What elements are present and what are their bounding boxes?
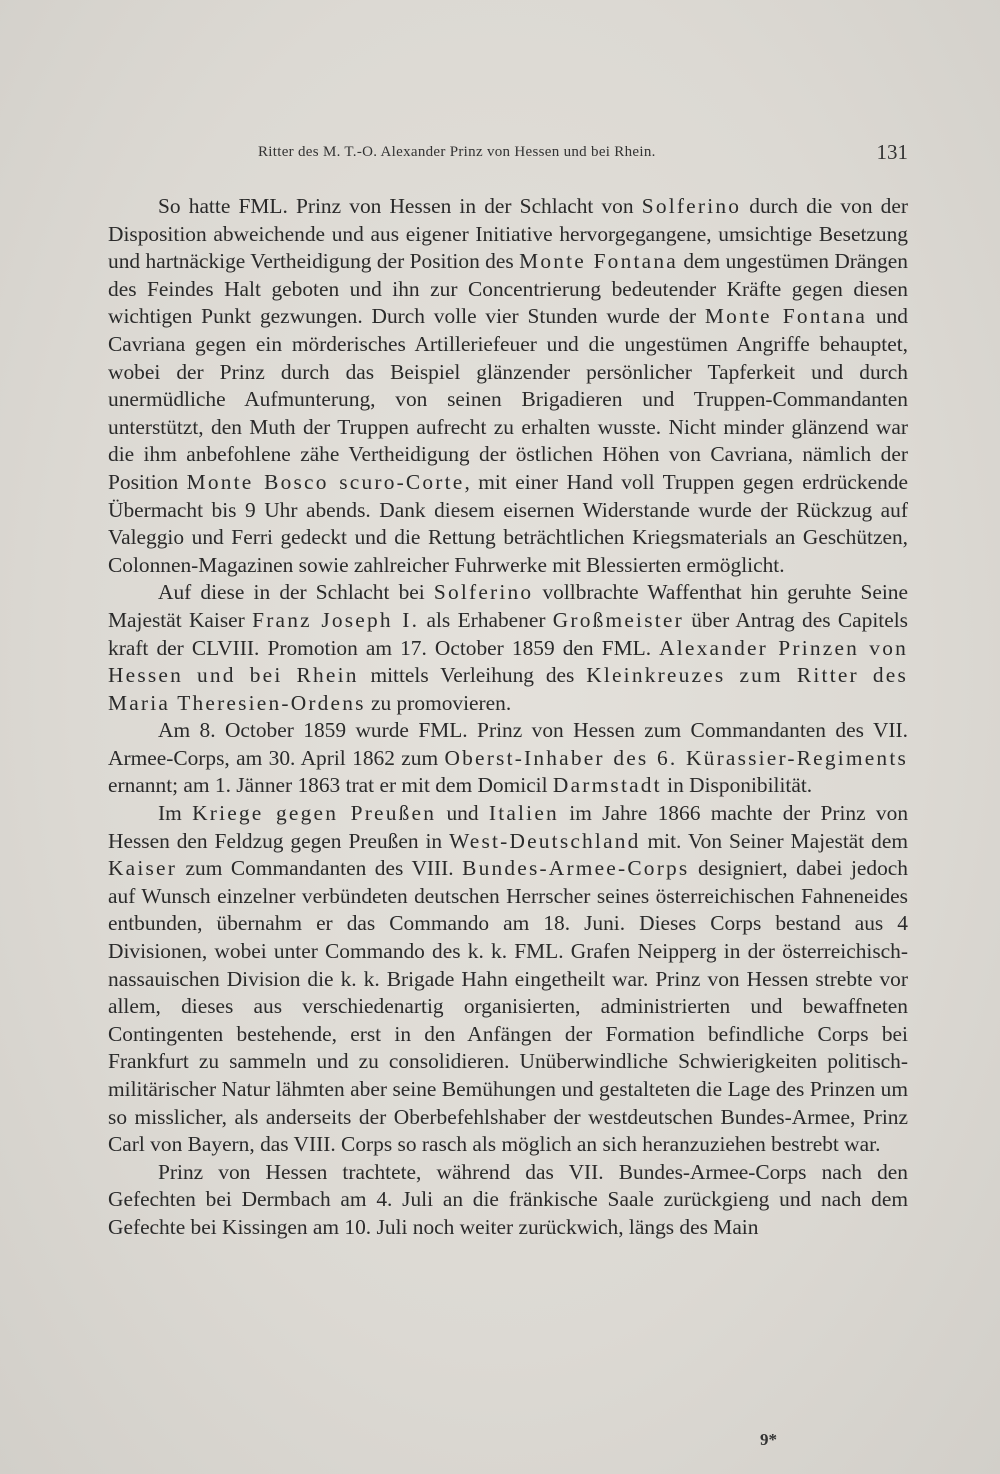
- emphasized-text: Solferino: [641, 194, 742, 218]
- emphasized-text: Kaiser: [108, 856, 178, 881]
- text-run: mit. Von Seiner Majestät dem: [640, 828, 908, 853]
- text-run: zum Commandanten des VIII.: [177, 856, 463, 881]
- text-run: Auf diese in der Schlacht bei: [158, 580, 434, 605]
- page-number: 131: [876, 140, 908, 164]
- emphasized-text: Monte Fontana: [519, 249, 678, 274]
- text-run: über Antrag des Capitels kraft der CLVIII. Promotion am 17. October 1859 den FML.: [108, 607, 908, 660]
- emphasized-text: Italien: [488, 801, 559, 826]
- text-run: Am 8. October 1859 wurde FML. Prinz von Hessen zum Commandanten des VII. Armee-Corps, am 30. April 1862 zum: [108, 718, 908, 770]
- text-run: als Erhabener: [419, 607, 553, 632]
- emphasized-text: Kleinkreuzes zum Ritter des Maria Theresien-Ordens: [108, 663, 909, 715]
- text-run: designiert, dabei jedoch auf Wunsch einzelner verbündeten deutschen Herrscher seines österreichischen Fahneneides entbunden, übernahm er das Commando am 18. Juni. Dieses Corps bestand aus 4 Divisionen, wobei unter Commando des k. k. FML. Grafen Neipperg in der österreichisch-nassauischen Division die k. k. Brigade Hahn eingetheilt war. Prinz von Hessen strebte vor allem, dieses aus verschiedenartig organisierten, administrierten und bewaffneten Contingenten bestehende, erst in den Anfängen der Formation befindliche Corps bei Frankfurt zu sammeln und zu consolidieren. Unüberwindliche Schwierigkeiten politisch-militärischer Natur lähmten aber seine Bemühungen und gestalteten die Lage des Prinzen um so misslicher, als anderseits der Oberbefehlshaber der westdeutschen Bundes-Armee, Prinz Carl von Bayern, das VIII. Corps so rasch als möglich an sich heranzuziehen bestrebt war.: [108, 856, 908, 1157]
- emphasized-text: Monte Bosco scuro-Corte: [186, 469, 465, 494]
- emphasized-text: Großmeister: [552, 607, 684, 632]
- text-run: durch die von der Disposition abweichende und aus eigener Initiative hervorgegangene, umsichtige Besetzung und hartnäckige Vertheidigung der Position des: [108, 194, 908, 274]
- text-run: und Cavriana gegen ein mörderisches Artilleriefeuer und die ungestümen Angriffe behauptet, wobei der Prinz durch das Beispiel glänzender persönlicher Tapferkeit und durch unermüdliche Aufmunterung, von seinen Brigadieren und Truppen-Commandanten unterstützt, den Muth der Truppen aufrecht zu erhalten wusste. Nicht minder glänzend war die ihm anbefohlene zähe Vertheidigung der östlichen Höhen von Cavriana, nämlich der Position: [108, 304, 908, 494]
- emphasized-text: Monte Fontana: [704, 304, 868, 329]
- text-run: So hatte FML. Prinz von Hessen in der Schlacht von: [158, 194, 642, 218]
- emphasized-text: Alexander Prinzen von Hessen und bei Rhein: [108, 635, 908, 688]
- signature-mark: 9*: [760, 1430, 777, 1449]
- paragraph: [108, 800, 908, 1159]
- emphasized-text: Bundes-Armee-Corps: [462, 856, 690, 881]
- text-run: Im: [158, 801, 193, 826]
- running-head: Ritter des M. T.-O. Alexander Prinz von Hessen und bei Rhein.: [258, 144, 656, 160]
- text-run: mittels Verleihung des: [358, 663, 587, 688]
- text-run: vollbrachte Waffenthat hin geruhte Seine Majestät Kaiser: [108, 580, 908, 632]
- paragraph: [108, 717, 908, 800]
- emphasized-text: Solferino: [433, 580, 534, 605]
- paragraph: [108, 1159, 908, 1242]
- text-run: dem ungestümen Drängen des Feindes Halt geboten und ihn zur Concentrierung bedeutender Kräfte gegen diesen wichtigen Punkt gezwungen. Durch volle vier Stunden wurde der: [108, 249, 908, 329]
- emphasized-text: Oberst-Inhaber des 6. Kürassier-Regiments: [444, 745, 908, 770]
- emphasized-text: Franz Joseph I.: [252, 607, 420, 632]
- body-text: [108, 193, 908, 1242]
- emphasized-text: Darmstadt: [552, 773, 662, 798]
- text-run: zu promovieren.: [365, 690, 512, 715]
- emphasized-text: Kriege gegen Preußen: [192, 801, 437, 826]
- paragraph: [108, 579, 908, 717]
- text-run: im Jahre 1866 machte der Prinz von Hessen den Feldzug gegen Preußen in: [108, 801, 909, 853]
- text-run: , mit einer Hand voll Truppen gegen erdrückende Übermacht bis 9 Uhr abends. Dank diesem eisernen Widerstande wurde der Rückzug auf Valeggio und Ferri gedeckt und die Rettung beträchtlichen Kriegsmaterials an Geschützen, Colonnen-Magazinen sowie zahlreicher Fuhrwerke mit Blessierten ermöglicht.: [108, 469, 909, 577]
- text-run: in Disponibilität.: [661, 773, 813, 798]
- text-run: ernannt; am 1. Jänner 1863 trat er mit dem Domicil: [108, 773, 553, 798]
- emphasized-text: West-Deutschland: [449, 828, 641, 853]
- paragraph: [108, 193, 908, 579]
- page-header: [258, 140, 908, 170]
- text-run: Prinz von Hessen trachtete, während das VII. Bundes-Armee-Corps nach den Gefechten bei Dermbach am 4. Juli an die fränkische Saale zurückgieng und nach dem Gefechte bei Kissingen am 10. Juli noch weiter zurückwich, längs des Main: [108, 1159, 908, 1239]
- text-run: und: [436, 801, 489, 826]
